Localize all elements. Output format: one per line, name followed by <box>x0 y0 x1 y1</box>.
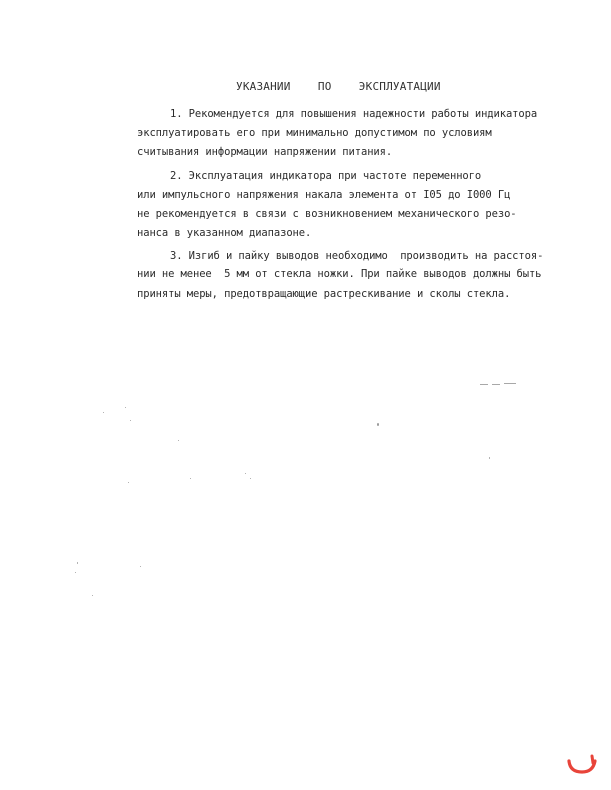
scan-mark <box>492 384 500 385</box>
paragraph-1-line-1: 1. Рекомендуется для повышения надежности работы индикатора <box>170 108 538 120</box>
scan-speck <box>92 595 93 596</box>
scan-speck <box>103 412 104 413</box>
scan-speck <box>140 566 141 567</box>
scan-speck <box>377 423 379 426</box>
paragraph-1-line-2: эксплуатировать его при минимально допустимом по условиям <box>137 127 492 139</box>
paragraph-2-line-4: нанса в указанном диапазоне. <box>137 227 312 239</box>
document-title: УКАЗАНИИ ПО ЭКСПЛУАТАЦИИ <box>236 80 441 93</box>
scan-mark <box>480 384 488 385</box>
paragraph-3-line-3: приняты меры, предотвращающие растрескивание и сколы стекла. <box>137 288 511 300</box>
scan-speck <box>77 562 78 564</box>
paragraph-2-line-3: не рекомендуется в связи с возникновением механического резо- <box>137 208 517 220</box>
paragraph-1-line-3: считывания информации напряжении питания. <box>137 146 393 158</box>
paragraph-2-line-1: 2. Эксплуатация индикатора при частоте переменного <box>170 170 482 182</box>
smile-logo-icon <box>566 754 600 776</box>
scan-speck <box>489 457 490 459</box>
paragraph-3-line-1: 3. Изгиб и пайку выводов необходимо производить на расстоя- <box>170 250 544 262</box>
scan-speck <box>245 473 246 474</box>
scan-speck <box>250 478 251 479</box>
scan-speck <box>75 572 76 573</box>
paragraph-2-line-2: или импульсного напряжения накала элемента от I05 до I000 Гц <box>137 189 511 201</box>
scan-speck <box>130 420 131 421</box>
scan-mark <box>504 383 516 384</box>
scan-speck <box>190 478 191 479</box>
scan-speck <box>128 482 129 483</box>
paragraph-3-line-2: нии не менее 5 мм от стекла ножки. При пайке выводов должны быть <box>137 268 542 280</box>
scan-speck <box>178 440 179 441</box>
scan-speck <box>125 407 126 408</box>
